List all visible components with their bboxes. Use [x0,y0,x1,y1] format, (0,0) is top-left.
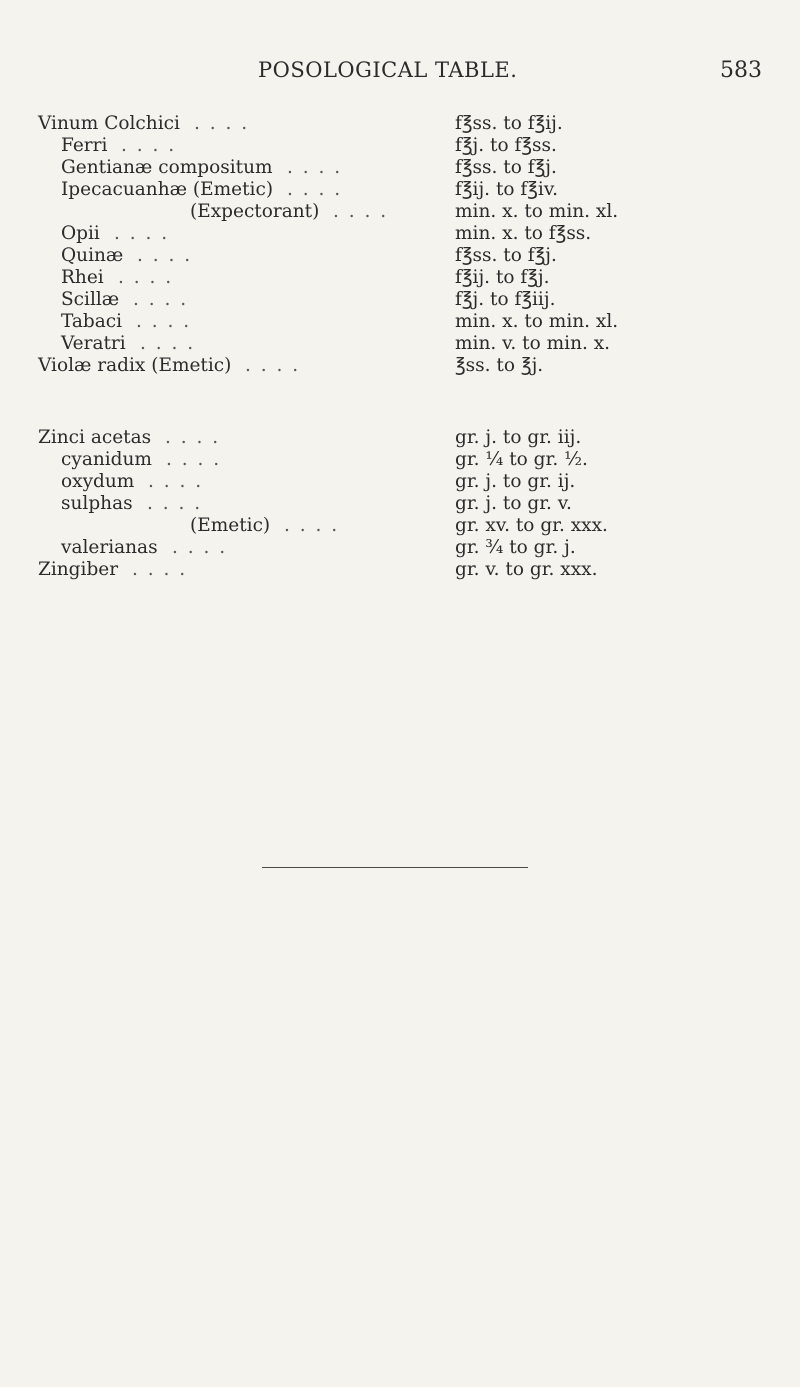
leader-dots: . . . . [194,113,250,134]
leader-dots: . . . . [132,559,188,580]
drug-name: Scillæ [61,289,120,310]
zinci-section [0,427,800,581]
table-row [0,267,800,289]
table-row [0,493,800,515]
table-row [0,135,800,157]
leader-dots: . . . . [287,179,343,200]
dose-range: gr. ¾ to gr. j. [455,537,576,558]
table-row [0,289,800,311]
dose-range: min. v. to min. x. [455,333,611,354]
page-number: 583 [720,58,762,83]
drug-name: valerianas [61,537,158,558]
drug-name: Violæ radix (Emetic) [38,355,232,376]
dose-range: gr. j. to gr. iij. [455,427,582,448]
drug-name: Rhei [61,267,104,288]
leader-dots: . . . . [137,245,193,266]
leader-dots: . . . . [121,135,177,156]
table-row [0,515,800,537]
end-rule [262,867,528,868]
leader-dots: . . . . [147,493,203,514]
drug-name: Veratri [61,333,126,354]
table-row [0,355,800,377]
table-row [0,449,800,471]
dose-range: gr. v. to gr. xxx. [455,559,598,580]
dose-range: f℥j. to f℥iij. [455,289,556,310]
dose-range: min. x. to f℥ss. [455,223,592,244]
table-row [0,201,800,223]
leader-dots: . . . . [166,449,222,470]
table-row [0,223,800,245]
drug-name: Zingiber [38,559,119,580]
drug-name: oxydum [61,471,135,492]
page-header [0,58,800,88]
drug-name: Vinum Colchici [38,113,180,134]
table-row [0,157,800,179]
leader-dots: . . . . [136,311,192,332]
table-row [0,311,800,333]
leader-dots: . . . . [133,289,189,310]
table-row [0,333,800,355]
drug-name: Quinæ [61,245,124,266]
dose-range: gr. j. to gr. ij. [455,471,576,492]
drug-name: sulphas [61,493,133,514]
dose-range: f℥ss. to f℥j. [455,157,557,178]
drug-name: Gentianæ compositum [61,157,273,178]
leader-dots: . . . . [172,537,228,558]
drug-name: Ipecacuanhæ (Emetic) [61,179,274,200]
dose-range: f℥ss. to f℥j. [455,245,557,266]
leader-dots: . . . . [140,333,196,354]
leader-dots: . . . . [114,223,170,244]
leader-dots: . . . . [287,157,343,178]
leader-dots: . . . . [165,427,221,448]
leader-dots: . . . . [148,471,204,492]
drug-name: cyanidum [61,449,152,470]
table-row [0,471,800,493]
dose-range: f℥ij. to f℥j. [455,267,550,288]
drug-name: Ferri [61,135,108,156]
leader-dots: . . . . [333,201,389,222]
dose-range: gr. j. to gr. v. [455,493,572,514]
dose-range: min. x. to min. xl. [455,201,619,222]
dose-range: f℥j. to f℥ss. [455,135,557,156]
leader-dots: . . . . [245,355,301,376]
leader-dots: . . . . [118,267,174,288]
table-row [0,559,800,581]
running-title: POSOLOGICAL TABLE. [258,58,518,82]
dose-range: f℥ij. to f℥iv. [455,179,558,200]
dose-range: f℥ss. to f℥ij. [455,113,563,134]
table-row [0,537,800,559]
drug-name: Tabaci [61,311,123,332]
table-row [0,113,800,135]
dose-range: gr. xv. to gr. xxx. [455,515,608,536]
table-row [0,179,800,201]
drug-name: Opii [61,223,100,244]
table-row [0,245,800,267]
drug-name: (Emetic) [190,515,271,536]
dose-range: ℥ss. to ℥j. [455,355,544,376]
drug-name: Zinci acetas [38,427,152,448]
leader-dots: . . . . [284,515,340,536]
dose-range: min. x. to min. xl. [455,311,619,332]
table-row [0,427,800,449]
dose-range: gr. ¼ to gr. ½. [455,449,588,470]
drug-name: (Expectorant) [190,201,320,222]
vinum-section [0,113,800,377]
